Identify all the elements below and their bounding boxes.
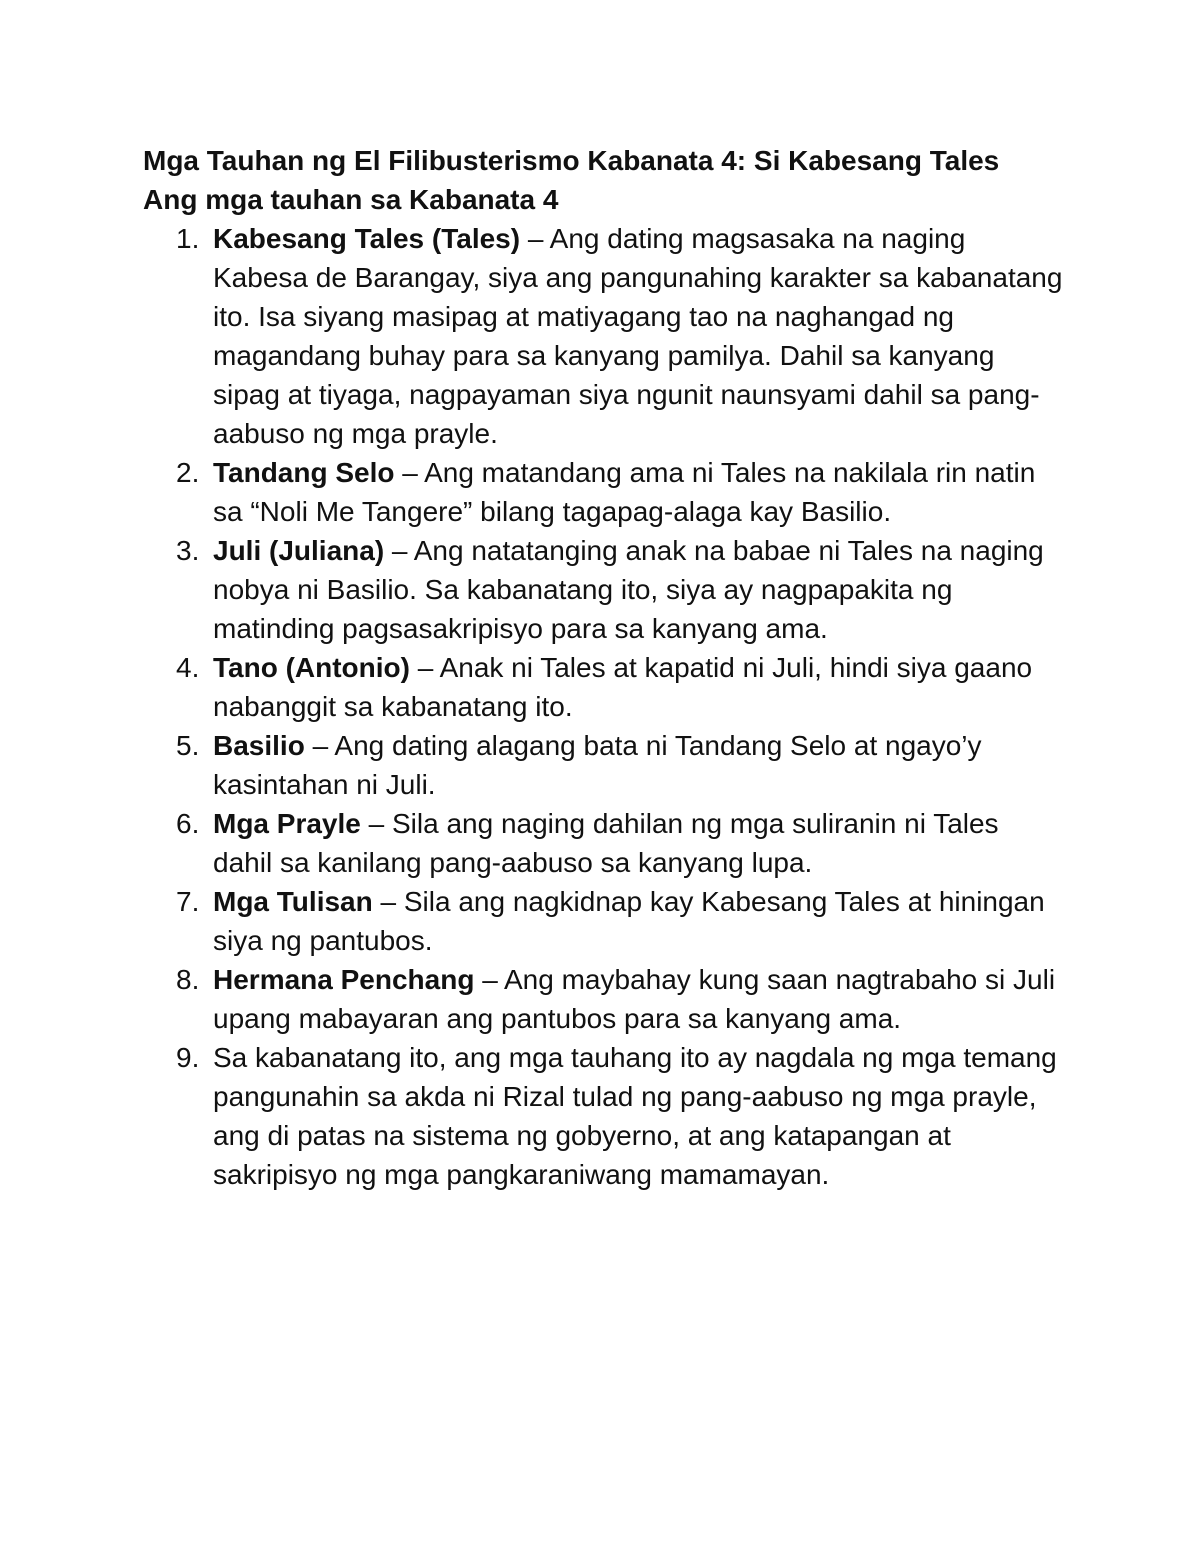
character-description: – Ang natatanging anak na babae ni Tales na naging nobya ni Basilio. Sa kabanatang ito, siya ay nagpapakita ng matinding pagsasakripisyo para sa kanyang ama. [213, 535, 1044, 644]
character-name: Kabesang Tales (Tales) [213, 223, 521, 254]
character-description: – Ang dating magsasaka na naging Kabesa de Barangay, siya ang pangunahing karakter sa kabanatang ito. Isa siyang masipag at matiyagang tao na naghangad ng magandang buhay para sa kanyang pamilya. Dahil sa kanyang sipag at tiyaga, nagpayaman siya ngunit naunsyami dahil sa pang-aabuso ng mga prayle. [213, 223, 1063, 449]
list-item [143, 726, 1063, 804]
list-item [143, 531, 1063, 648]
list-item [143, 960, 1063, 1038]
character-description: Sa kabanatang ito, ang mga tauhang ito ay nagdala ng mga temang pangunahin sa akda ni Rizal tulad ng pang-aabuso ng mga prayle, ang di patas na sistema ng gobyerno, at ang katapangan at sakripisyo ng mga pangkaraniwang mamamayan. [213, 1042, 1057, 1190]
character-description: – Ang maybahay kung saan nagtrabaho si Juli upang mabayaran ang pantubos para sa kanyang ama. [213, 964, 1056, 1034]
list-item [143, 453, 1063, 531]
character-name: Hermana Penchang [213, 964, 475, 995]
list-item [143, 1038, 1063, 1194]
character-description: – Anak ni Tales at kapatid ni Juli, hindi siya gaano nabanggit sa kabanatang ito. [213, 652, 1033, 722]
item-number: 1. [176, 223, 200, 254]
character-name: Basilio [213, 730, 305, 761]
document-page [143, 141, 1063, 1194]
list-item [143, 804, 1063, 882]
item-number: 6. [176, 808, 200, 839]
character-list [143, 219, 1063, 1194]
item-number: 3. [176, 535, 200, 566]
character-name: Tano (Antonio) [213, 652, 410, 683]
character-name: Tandang Selo [213, 457, 395, 488]
character-description: – Ang matandang ama ni Tales na nakilala rin natin sa “Noli Me Tangere” bilang tagapag-alaga kay Basilio. [213, 457, 1036, 527]
character-name: Juli (Juliana) [213, 535, 385, 566]
page-title: Mga Tauhan ng El Filibusterismo Kabanata 4: Si Kabesang Tales [143, 145, 1000, 176]
item-number: 7. [176, 886, 200, 917]
list-item [143, 882, 1063, 960]
character-description: – Sila ang nagkidnap kay Kabesang Tales at hiningan siya ng pantubos. [213, 886, 1045, 956]
section-heading: Ang mga tauhan sa Kabanata 4 [143, 184, 559, 215]
item-number: 4. [176, 652, 200, 683]
item-number: 8. [176, 964, 200, 995]
character-description: – Sila ang naging dahilan ng mga suliranin ni Tales dahil sa kanilang pang-aabuso sa kanyang lupa. [213, 808, 999, 878]
item-number: 2. [176, 457, 200, 488]
item-number: 5. [176, 730, 200, 761]
character-description: – Ang dating alagang bata ni Tandang Selo at ngayo’y kasintahan ni Juli. [213, 730, 982, 800]
list-item [143, 219, 1063, 453]
character-name: Mga Tulisan [213, 886, 373, 917]
list-item [143, 648, 1063, 726]
character-name: Mga Prayle [213, 808, 361, 839]
item-number: 9. [176, 1042, 200, 1073]
